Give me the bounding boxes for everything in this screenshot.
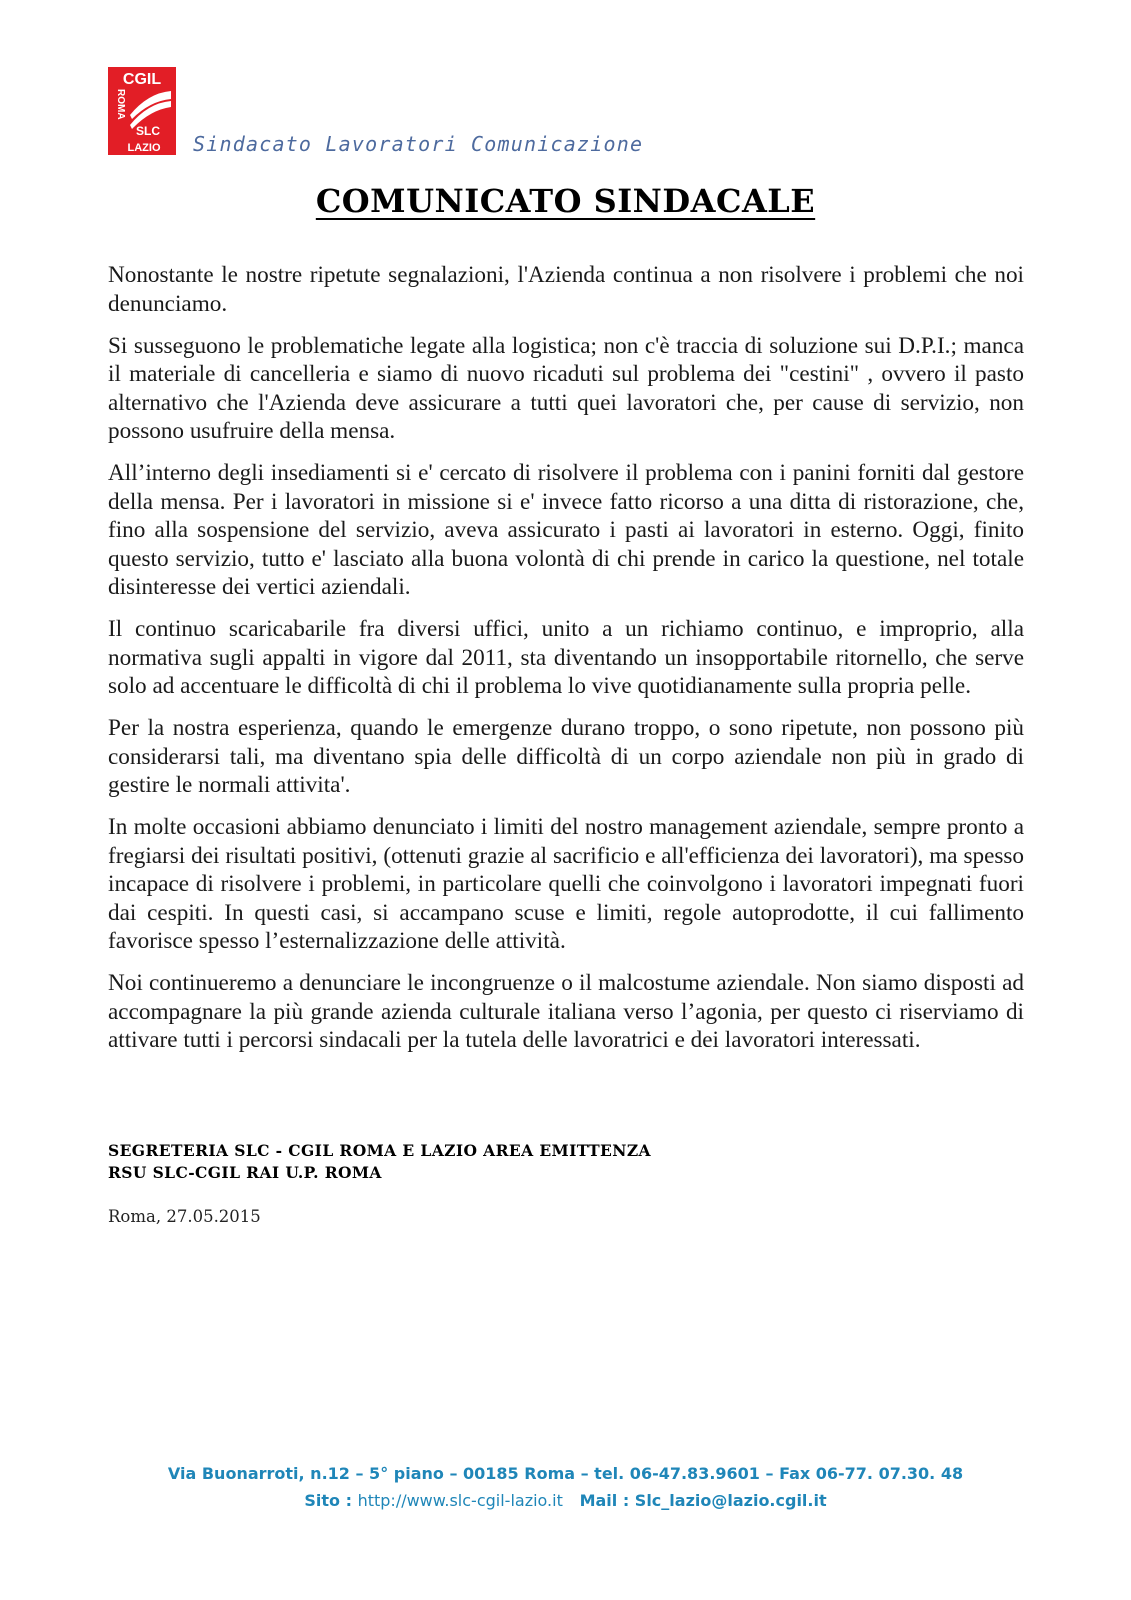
footer — [0, 1460, 1131, 1514]
tagline: Sindacato Lavoratori Comunicazione — [193, 132, 644, 156]
paragraph: All’interno degli insediamenti si e' cercato di risolvere il problema con i panini forniti dal gestore della mensa. Per i lavoratori in missione si e' invece fatto ricorso a una ditta di ristorazione, che, fino alla sospensione del servizio, aveva assicurato i pasti ai lavoratori in esterno. Oggi, finito questo servizio, tutto e' lasciato alla buona volontà di chi prende in carico la questione, nel totale disinteresse dei vertici aziendali. — [108, 460, 1024, 600]
logo-text-side: ROMA — [115, 89, 126, 120]
paragraph: Il continuo scaricabarile fra diversi uffici, unito a un richiamo continuo, e improprio, alla normativa sugli appalti in vigore dal 2011, sta diventando un insopportabile ritornello, che serve solo ad accentuare le difficoltà di chi il problema lo vive quotidianamente sulla propria pelle. — [108, 616, 1024, 699]
document-title: COMUNICATO SINDACALE — [315, 182, 816, 220]
footer-contacts — [0, 1487, 1131, 1514]
footer-address: Via Buonarroti, n.12 – 5° piano – 00185 Roma – tel. 06-47.83.9601 – Fax 06-77. 07.30. 48 — [167, 1464, 964, 1483]
logo-text-bottom: LAZIO — [127, 142, 161, 154]
document-date: Roma, 27.05.2015 — [108, 1207, 261, 1226]
site-label: Sito : — [304, 1491, 352, 1510]
paragraph: Si susseguono le problematiche legate alla logistica; non c'è traccia di soluzione sui D.P.I.; manca il materiale di cancelleria e siamo di nuovo ricaduti sul problema dei "cestini" , ovvero il pasto alternativo che l'Azienda deve assicurare a tutti quei lavoratori che, per cause di servizio, non possono usufruire della mensa. — [108, 332, 1024, 444]
mail-link[interactable]: Slc_lazio@lazio.cgil.it — [634, 1491, 827, 1510]
paragraph: In molte occasioni abbiamo denunciato i limiti del nostro management aziendale, sempre pronto a fregiarsi dei risultati positivi, (ottenuti grazie al sacrificio e all'efficienza dei lavoratori), ma spesso incapace di risolvere i problemi, in particolare quelli che coinvolgono i lavoratori impegnati fuori dai cespiti. In questi casi, si accampano scuse e limiti, regole autoprodotte, il cui fallimento favorisce spesso l’esternalizzazione delle attività. — [108, 814, 1024, 954]
document-body — [108, 261, 1024, 1068]
signature-line-1: SEGRETERIA SLC - CGIL ROMA E LAZIO AREA EMITTENZA — [108, 1141, 651, 1160]
logo-text-mid: SLC — [136, 124, 160, 138]
mail-label: Mail : — [579, 1491, 630, 1510]
site-link[interactable]: http://www.slc-cgil-lazio.it — [357, 1491, 563, 1510]
signature-block — [108, 1140, 651, 1184]
cgil-slc-logo-icon — [108, 67, 176, 155]
paragraph: Per la nostra esperienza, quando le emergenze durano troppo, o sono ripetute, non possono più considerarsi tali, ma diventano spia delle difficoltà di un corpo aziendale non più in grado di gestire le normali attivita'. — [108, 715, 1024, 798]
paragraph: Noi continueremo a denunciare le incongruenze o il malcostume aziendale. Non siamo disposti ad accompagnare la più grande azienda culturale italiana verso l’agonia, per questo ci riserviamo di attivare tutti i percorsi sindacali per la tutela delle lavoratrici e dei lavoratori interessati. — [108, 970, 1024, 1053]
paragraph: Nonostante le nostre ripetute segnalazioni, l'Azienda continua a non risolvere i problemi che noi denunciamo. — [108, 262, 1024, 317]
logo-text-top: CGIL — [122, 71, 162, 88]
signature-line-2: RSU SLC-CGIL RAI U.P. ROMA — [108, 1163, 382, 1182]
